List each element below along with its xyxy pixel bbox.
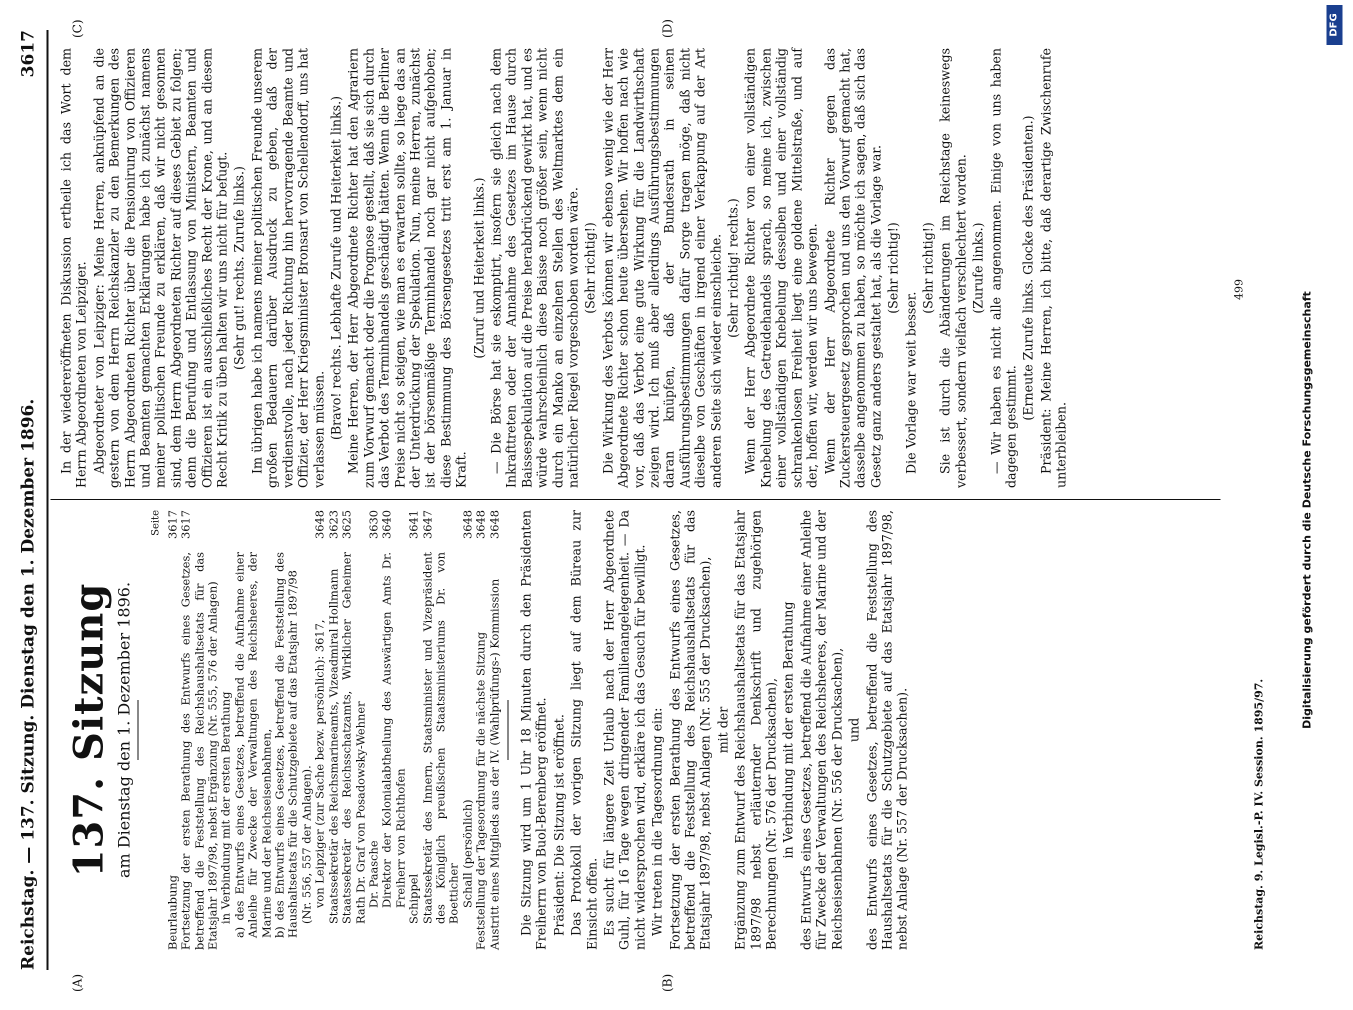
margin-letter-c: (C) <box>71 19 85 38</box>
toc-entry-text: b) des Entwurfs eines Gesetzes, betreffend die Feststellung des Haushaltsetats für die Schutzgebiete auf das Etatsjahr 1897/98 <box>274 552 301 950</box>
paragraph: Meine Herren, der Herr Abgeordnete Richter hat den Agrariern zum Vorwurf gemacht oder die Prognose gestellt, daß sie sich durch das Verbot des Terminhandels geschädigt hätten. Wenn die Berliner Preise nicht so steigen, wie man es erwarten sollte, so liege das an der Unterdrückung der Spekulation. Nun, meine Herren, zunächst ist der börsenmäßige Terminhandel noch gar nicht aufgehoben; diese Bestimmung des Börsengesetzes tritt erst am 1. Januar in Kraft. <box>346 48 469 488</box>
paragraph: Präsident: Meine Herren, ich bitte, daß derartige Zwischenrufe unterbleiben. <box>1038 48 1069 488</box>
toc-entry-text: Schippel <box>408 552 421 950</box>
dfg-logo: DFG <box>1327 5 1343 45</box>
interjection: (Sehr richtig! rechts.) <box>726 48 741 488</box>
left-column <box>59 510 913 950</box>
page-bottom-number: 499 <box>1233 279 1246 300</box>
interjection: (Zuruf und Heiterkeit links.) <box>471 48 486 488</box>
paragraph: Ergänzung zum Entwurf des Reichshaushaltsetats für das Etatsjahr 1897/98 nebst erläuternder Denkschrift und zugehörigen Berechnungen (Nr. 576 der Drucksachen), <box>733 510 779 950</box>
page-number: 3617 <box>19 30 39 77</box>
toc-entry-text: Dr. Paasche <box>367 552 380 950</box>
toc-entry-text: Feststellung der Tagesordnung für die nächste Sitzung <box>475 552 488 950</box>
toc-row <box>381 510 408 950</box>
toc-row <box>166 510 179 950</box>
paragraph: Abgeordneter von Leipziger: Meine Herren, anknüpfend an die gestern von dem Herrn Reichskanzler zu den Bemerkungen des Herrn Abgeordneten Richter über die Pensionirung von Offizieren und Beamten gemachten Erklärungen habe ich zunächst namens meiner politischen Freunde zu erklären, daß wir nicht gesonnen sind, dem Herrn Abgeordneten Richter auf dieses Gebiet zu folgen; denn die Berufung und Entlassung von Ministern, Beamten und Offizieren ist ein ausschließliches Recht der Krone, und an diesem Recht Kritik zu üben halten wir uns nicht für befugt. <box>91 48 230 488</box>
toc-entry-page: 3641 <box>408 510 421 546</box>
toc-entry-text: von Leipziger (zur Sache bezw. persönlich): 3617, <box>314 552 327 950</box>
toc-row <box>341 510 368 950</box>
toc-entry-text: Direktor der Kolonialabtheilung des Auswärtigen Amts Dr. Freiherr von Richthofen <box>381 552 408 950</box>
interjection: (Sehr richtig!) <box>583 48 598 488</box>
toc-row <box>274 510 301 950</box>
paragraph: Fortsetzung der ersten Berathung des Entwurfs eines Gesetzes, betreffend die Feststellung des Reichshaushaltsetats für das Etatsjahr 1897/98, nebst Anlagen (Nr. 555 der Drucksachen), <box>667 510 713 950</box>
title-rule <box>138 700 139 760</box>
toc-entry-text: (Nr. 556, 557 der Anlagen). <box>300 552 313 950</box>
interjection: (Sehr richtig!) <box>920 48 935 488</box>
right-column <box>59 48 1072 488</box>
session-date: am Dienstag den 1. Dezember 1896. <box>117 510 132 950</box>
right-body <box>59 48 1070 488</box>
column-rule <box>51 499 1221 500</box>
toc-entry-page: 3617 <box>180 510 220 546</box>
toc-row <box>233 510 273 950</box>
paragraph: Das Protokoll der vorigen Sitzung liegt auf dem Büreau zur Einsicht offen. <box>569 510 600 950</box>
paragraph: Es sucht für längere Zeit Urlaub nach der Herr Abgeordnete Guhl, für 16 Tage wegen dringender Familienangelegenheit. — Da nicht widersprochen wird, erkläre ich das Gesuch für bewilligt. <box>602 510 648 950</box>
paragraph: — Wir haben es nicht alle angenommen. Einige von uns haben dagegen gestimmt. <box>988 48 1019 488</box>
toc-entry-page <box>300 510 313 546</box>
interjection: und <box>847 510 862 950</box>
paragraph: Die Vorlage war weit besser. <box>903 48 918 488</box>
toc-row <box>367 510 380 950</box>
margin-letter-d: (D) <box>661 19 675 38</box>
toc-entry-page: 3630 <box>367 510 380 546</box>
toc-entry-page: 3648 <box>488 510 501 546</box>
toc-entry-page: 3625 <box>341 510 368 546</box>
paragraph: Die Wirkung des Verbots können wir ebenso wenig wie der Herr Abgeordnete Richter schon heute übersehen. Wir hoffen nach wie vor, daß das Verbot eine gute Wirkung für die Landwirthschaft zeigen wird. Ich muß aber allerdings Ausführungsbestimmungen daran knüpfen, daß der Bundesrath in seinen Ausführungsbestimmungen dafür Sorge tragen möge, daß nicht dieselbe von Geschäften in irgend einer Verkappung auf der Art anderen Seite sich wieder einschleiche. <box>600 48 723 488</box>
paragraph: Im übrigen habe ich namens meiner politischen Freunde unserem großen Bedauern darüber Ausdruck zu geben, daß der verdienstvolle, nach jeder Richtung hin hervorragende Beamte und Offizier, der Herr Kriegsminister Bronsart von Schellendorff, uns hat verlassen müssen. <box>249 48 326 488</box>
paragraph: — Die Börse hat sie eskomptirt, insofern sie gleich nach dem Inkrafttreten oder der Annahme des Gesetzes im Hause durch Baissespekulation auf die Preise herabdrückend gewirkt hat, und es würde wahrscheinlich diese Baisse noch größer sein, wenn nicht durch ein Manko an einzelnen Stellen des Weltmarktes dem ein natürlicher Riegel vorgeschoben worden wäre. <box>488 48 580 488</box>
margin-letter-a: (A) <box>71 974 85 992</box>
interjection: (Zurufe links.) <box>971 48 986 488</box>
interjection: mit der <box>715 510 730 950</box>
paragraph: Wenn der Herr Abgeordnete Richter von einer vollständigen Knebelung des Getreidehandels sprach, so meine ich, zwischen einer vollständigen Knebelung desselben und einer vollständig schrankenlosen Freiheit liegt eine goldene Mittelstraße, und auf der, hoffen wir, werden wir uns bewegen. <box>743 48 820 488</box>
digitization-credit: Digitalisierung gefördert durch die Deutsche Forschungsgemeinschaft <box>1301 10 1325 1010</box>
toc-entry-text: in Verbindung mit der ersten Berathung <box>220 552 233 950</box>
footer-signature: Reichstag. 9. Legisl.-P. IV. Session. 1895/97. <box>1253 679 1266 950</box>
toc-entry-text: Beurlaubung <box>166 552 179 950</box>
toc-entry-text: Fortsetzung der ersten Berathung des Entwurfs eines Gesetzes, betreffend die Feststellung des Reichshaushaltsetats für das Etatsjahr 1897/98, nebst Ergänzung (Nr. 555, 576 der Anlagen) <box>180 552 220 950</box>
toc-row <box>421 510 461 950</box>
paragraph: In der wiedereröffneten Diskussion ertheile ich das Wort dem Herrn Abgeordneten von Leipziger. <box>59 48 90 488</box>
paragraph: Wir treten in die Tagesordnung ein: <box>650 510 665 950</box>
paragraph: Sie ist durch die Abänderungen im Reichstage keineswegs verbessert, sondern vielfach verschlechtert worden. <box>938 48 969 488</box>
scanned-page <box>1 0 1353 1000</box>
toc-entry-page: 3640 <box>381 510 408 546</box>
interjection: (Sehr gut! rechts. Zurufe links.) <box>232 48 247 488</box>
toc-row <box>220 510 233 950</box>
paragraph: des Entwurfs eines Gesetzes, betreffend die Aufnahme einer Anleihe für Zwecke der Verwaltungen des Reichsheeres, der Marine und der Reichseisenbahnen (Nr. 556 der Drucksachen), <box>798 510 844 950</box>
page-content <box>1 0 1291 1000</box>
running-head <box>19 30 45 970</box>
margin-letter-b: (B) <box>661 974 675 992</box>
paragraph: Die Sitzung wird um 1 Uhr 18 Minuten durch den Präsidenten Freiherrn von Buol-Berenberg eröffnet. <box>518 510 549 950</box>
paragraph: des Entwurfs eines Gesetzes, betreffend die Feststellung des Haushaltsetats für die Schutzgebiete auf das Etatsjahr 1897/98, nebst Anlage (Nr. 557 der Drucksachen). <box>864 510 910 950</box>
header-rule <box>47 30 49 970</box>
paragraph: Wenn der Herr Abgeordnete Richter gegen das Zuckersteuergesetz gesprochen und uns den Vorwurf gemacht hat, dasselbe angenommen zu haben, so möchte ich sagen, daß sich das Gesetz ganz anders gestaltet hat, als die Vorlage war. <box>822 48 884 488</box>
left-body <box>518 510 910 950</box>
toc-row <box>314 510 327 950</box>
table-of-contents <box>166 510 501 950</box>
toc-entry-page: 3617 <box>166 510 179 546</box>
toc-rule <box>507 700 508 760</box>
toc-entry-page <box>274 510 301 546</box>
paragraph: Präsident: Die Sitzung ist eröffnet. <box>551 510 566 950</box>
toc-entry-page: 3648 <box>461 510 474 546</box>
session-title: 137. Sitzung <box>67 510 113 950</box>
toc-entry-page <box>233 510 273 546</box>
toc-row <box>488 510 501 950</box>
toc-entry-text: a) des Entwurfs eines Gesetzes, betreffend die Aufnahme einer Anleihe für Zwecke der Verwaltungen des Reichsheeres, der Marine und der Reichseisenbahnen, <box>233 552 273 950</box>
toc-entry-page <box>220 510 233 546</box>
running-head-title: Reichstag. — 137. Sitzung. Dienstag den 1. Dezember 1896. <box>19 399 39 970</box>
toc-row <box>300 510 313 950</box>
toc-entry-text: Schall (persönlich) <box>461 552 474 950</box>
toc-entry-page: 3648 <box>314 510 327 546</box>
toc-entry-text: Austritt eines Mitglieds aus der IV. (Wahlprüfungs-) Kommission <box>488 552 501 950</box>
toc-row <box>461 510 474 950</box>
toc-entry-text: Staatssekretär des Reichsmarineamts, Vizeadmiral Hollmann <box>327 552 340 950</box>
toc-row <box>408 510 421 950</box>
toc-entry-text: Staatssekretär des Innern, Staatsminister und Vizepräsident des Königlich preußischen Staatsministeriums Dr. von Boetticher <box>421 552 461 950</box>
toc-entry-page: 3647 <box>421 510 461 546</box>
interjection: (Erneute Zurufe links. Glocke des Präsidenten.) <box>1021 48 1036 488</box>
interjection: (Bravo! rechts. Lebhafte Zurufe und Heiterkeit links.) <box>328 48 343 488</box>
interjection: (Sehr richtig!) <box>886 48 901 488</box>
toc-row <box>475 510 488 950</box>
toc-entry-page: 3648 <box>475 510 488 546</box>
toc-entry-text: Staatssekretär des Reichsschatzamts, Wirklicher Geheimer Rath Dr. Graf von Posadowsky-Wehner <box>341 552 368 950</box>
seite-label: Seite <box>149 510 164 950</box>
toc-entry-page: 3623 <box>327 510 340 546</box>
interjection: in Verbindung mit der ersten Berathung <box>781 510 796 950</box>
toc-row <box>180 510 220 950</box>
toc-row <box>327 510 340 950</box>
